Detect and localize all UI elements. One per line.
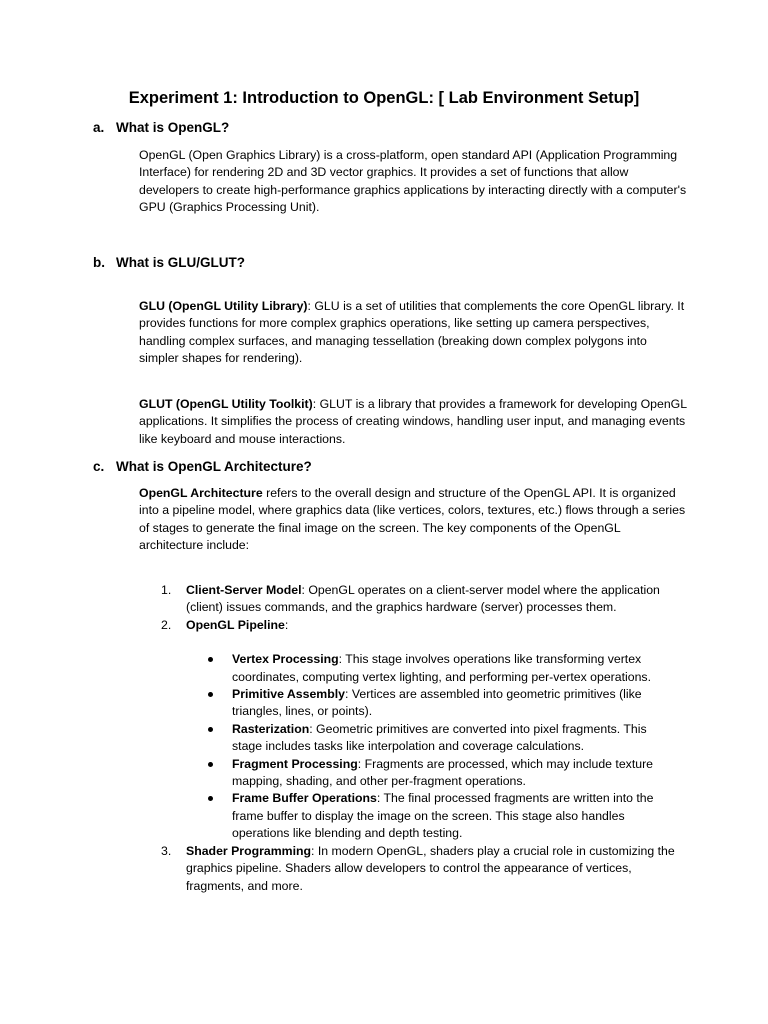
bullet-icon [208,796,213,801]
bullet-term: Rasterization [232,721,310,736]
pipeline-stages-list [186,651,679,842]
bullet-term: Fragment Processing [232,756,358,771]
section-b-heading [93,254,245,272]
section-c-heading-text: What is OpenGL Architecture? [116,459,312,474]
glu-term: GLU (OpenGL Utility Library) [139,299,308,313]
list-item-term: Shader Programming [186,843,312,858]
bullet-item-primitive-assembly [186,686,679,721]
list-number: 1. [161,583,172,597]
glut-paragraph [139,396,687,448]
section-a-paragraph: OpenGL (Open Graphics Library) is a cross-platform, open standard API (Application Programming Interface) for rendering 2D and 3D vector graphics. It provides a set of functions that allow developers to create high-performance graphics applications by interacting directly with a computer's GPU (Graphics Processing Unit). [139,148,687,215]
bullet-item-fragment-processing [186,756,679,791]
architecture-intro-term: OpenGL Architecture [139,486,263,500]
list-number: 2. [161,617,172,632]
section-c-heading [93,458,312,476]
section-b-heading-text: What is GLU/GLUT? [116,255,245,270]
bullet-icon [208,692,213,697]
section-a-heading [93,119,229,137]
bullet-text: : The final processed fragments are written into the frame buffer to display the image on the screen. This stage also handles operations like blending and depth testing. [232,791,654,841]
bullet-term: Frame Buffer Operations [232,791,377,806]
bullet-icon [208,727,213,732]
bullet-term: Primitive Assembly [232,687,346,702]
bullet-text: : This stage involves operations like transforming vertex coordinates, computing vertex lighting, and performing per-vertex operations. [232,652,652,684]
list-item-text: : In modern OpenGL, shaders play a crucial role in customizing the graphics pipeline. Shaders allow developers to control the appearance of vertices, fragments, and more. [186,843,675,893]
section-a-marker: a. [93,120,105,135]
bullet-term: Vertex Processing [232,652,339,667]
bullet-text: : Vertices are assembled into geometric primitives (like triangles, lines, or points). [232,687,642,719]
section-c-marker: c. [93,459,105,474]
architecture-intro-text: refers to the overall design and structure of the OpenGL API. It is organized into a pipeline model, where graphics data (like vertices, colors, textures, etc.) flows through a series of stages to generate the final image on the screen. The key components of the OpenGL architecture include: [139,486,686,553]
bullet-icon [208,657,213,662]
glu-paragraph [139,298,687,368]
list-item-pipeline [139,617,679,843]
glut-text: : GLUT is a library that provides a framework for developing OpenGL applications. It simplifies the process of creating windows, handling user input, and managing events like keyboard and mouse interactions. [139,397,687,446]
list-number: 3. [161,843,172,858]
list-item-text: : [284,617,289,632]
glu-text: : GLU is a set of utilities that complements the core OpenGL library. It provides functions for more complex graphics operations, like setting up camera perspectives, handling complex surfaces, and managing tessellation (breaking down complex polygons into simpler shapes for rendering). [139,299,685,366]
bullet-item-vertex-processing [186,651,679,686]
list-item-term: OpenGL Pipeline [186,617,285,632]
page-title: Experiment 1: Introduction to OpenGL: [ Lab Environment Setup] [128,89,640,107]
list-item-client-server [139,582,679,617]
list-item-shader-programming [139,843,679,895]
bullet-item-rasterization [186,721,679,756]
architecture-components-list [139,582,679,895]
section-b-marker: b. [93,255,105,270]
list-item-term: Client-Server Model [186,583,302,597]
glut-term: GLUT (OpenGL Utility Toolkit) [139,397,313,411]
bullet-text: : Geometric primitives are converted into pixel fragments. This stage includes tasks like interpolation and coverage calculations. [232,721,647,754]
section-a-heading-text: What is OpenGL? [116,120,230,135]
bullet-item-frame-buffer-operations [186,790,679,842]
bullet-icon [208,762,213,767]
list-item-text: : OpenGL operates on a client-server model where the application (client) issues commands, and the graphics hardware (server) processes them. [186,583,660,615]
architecture-intro [139,485,687,555]
bullet-text: : Fragments are processed, which may include texture mapping, shading, and other per-fragment operations. [232,756,654,789]
